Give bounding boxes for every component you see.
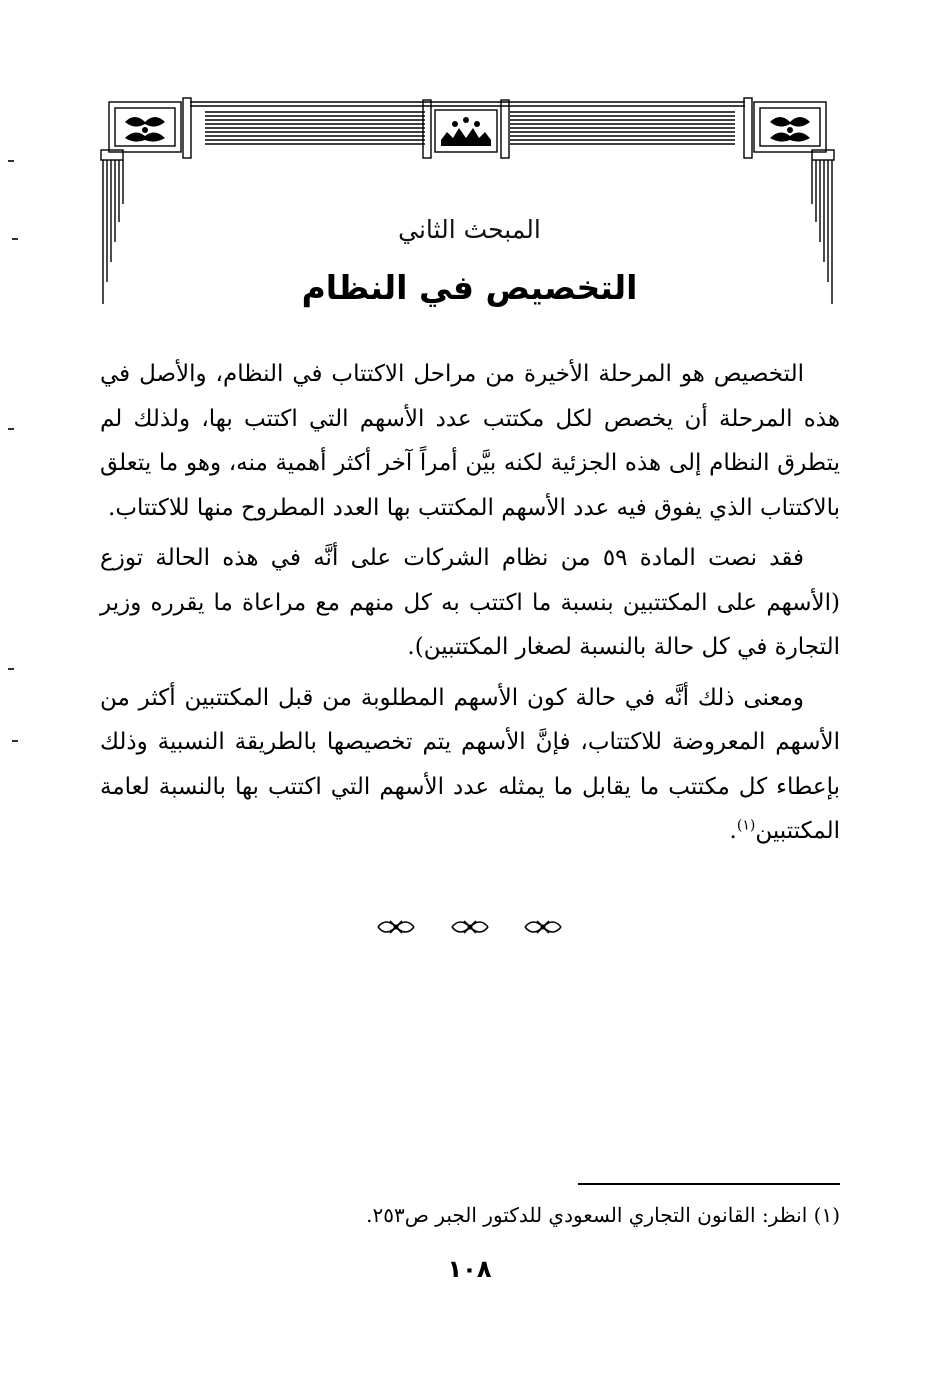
section-label: المبحث الثاني <box>398 215 541 244</box>
scan-speck <box>8 668 14 670</box>
floral-ornament-icon <box>376 915 416 939</box>
paragraph-end: . <box>729 818 737 844</box>
floral-ornament-icon <box>450 915 490 939</box>
scan-speck <box>8 428 14 430</box>
body-text <box>100 352 840 860</box>
scan-speck <box>8 160 14 162</box>
paragraph-text: ومعنى ذلك أنَّه في حالة كون الأسهم المطلوبة من قبل المكتتبين أكثر من الأسهم المعروضة للاكتتاب، فإنَّ الأسهم يتم تخصيصها بالطريقة النسبية وذلك بإعطاء كل مكتتب ما يقابل ما يمثله عدد الأسهم التي اكتتب بها بالنسبة لعامة المكتتبين <box>100 684 840 844</box>
paragraph: التخصيص هو المرحلة الأخيرة من مراحل الاكتتاب في النظام، والأصل في هذه المرحلة أن يخصص لكل مكتتب عدد الأسهم التي اكتتب بها، ولذلك لم يتطرق النظام إلى هذه الجزئية لكنه بيَّن أمراً آخر أكثر أهمية منه، وهو ما يتعلق بالاكتتاب الذي يفوق فيه عدد الأسهم المكتتب بها العدد المطروح منها للاكتتاب. <box>100 361 840 521</box>
paragraph <box>100 676 840 854</box>
chapter-title: التخصيص في النظام <box>301 268 638 307</box>
footnote-text: (١) انظر: القانون التجاري السعودي للدكتور الجبر ص٢٥٣. <box>366 1203 840 1227</box>
footnote-separator <box>578 1183 840 1185</box>
section-divider <box>0 915 939 943</box>
paragraph: فقد نصت المادة ٥٩ من نظام الشركات على أنَّه في هذه الحالة توزع (الأسهم على المكتتبين بنسبة ما اكتتب به كل منهم مع مراعاة ما يقرره وزير التجارة في كل حالة بالنسبة لصغار المكتتبين). <box>100 545 840 660</box>
footnote-reference[interactable]: (١) <box>736 817 756 834</box>
scan-speck <box>12 740 18 742</box>
floral-ornament-icon <box>523 915 563 939</box>
page-number: ١٠٨ <box>447 1255 492 1283</box>
